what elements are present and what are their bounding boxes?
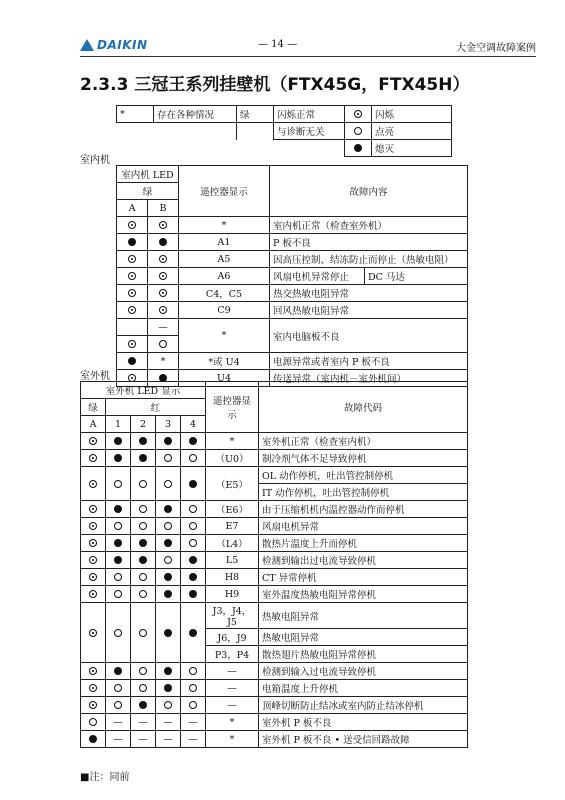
led-2	[131, 603, 156, 663]
lit-icon	[354, 127, 362, 135]
table-row	[81, 603, 468, 629]
led-4	[181, 569, 206, 586]
indoor-led-header: 室内机 LED	[117, 166, 179, 183]
remote-code: *	[206, 433, 259, 450]
led-a	[81, 680, 106, 697]
led-3	[156, 433, 181, 450]
fault-text: 风扇电机异常停止	[270, 268, 365, 285]
led-2	[131, 450, 156, 467]
led-a	[117, 217, 148, 234]
led-a	[81, 535, 106, 552]
legend-unrelated: 与诊断无关	[274, 123, 345, 140]
table-row	[81, 714, 468, 731]
led-a	[81, 467, 106, 501]
remote-code: H9	[206, 586, 259, 603]
lit-icon	[139, 480, 147, 488]
led-2	[131, 586, 156, 603]
led-4: —	[181, 731, 206, 748]
led-4	[181, 501, 206, 518]
led-3	[156, 697, 181, 714]
outdoor-col-a: A	[81, 416, 106, 433]
lit-icon	[139, 684, 147, 692]
off-icon	[189, 556, 197, 564]
indoor-col-b: B	[148, 200, 179, 217]
off-icon	[114, 437, 122, 445]
led-a	[117, 251, 148, 268]
off-icon	[354, 144, 362, 152]
led-a	[117, 319, 148, 336]
led-1	[106, 680, 131, 697]
led-b: *	[148, 353, 179, 370]
off-icon	[164, 667, 172, 675]
indoor-col-a: A	[117, 200, 148, 217]
led-a	[81, 433, 106, 450]
led-a	[81, 603, 106, 663]
legend-flash: 闪烁	[372, 106, 452, 123]
fault-text: 电箱温度上升停机	[259, 680, 468, 697]
lit-icon	[139, 573, 147, 581]
off-icon	[128, 238, 136, 246]
led-2	[131, 433, 156, 450]
fault-text: OL 动作停机，吐出管控制停机	[259, 467, 468, 484]
lit-icon	[164, 701, 172, 709]
led-3	[156, 450, 181, 467]
off-icon	[189, 480, 197, 488]
led-a	[117, 234, 148, 251]
fault-text: 风扇电机异常	[259, 518, 468, 535]
fault-note: DC 马达	[365, 268, 468, 285]
flash-icon	[128, 272, 136, 280]
remote-code: C9	[179, 302, 270, 319]
led-2	[131, 663, 156, 680]
lit-icon	[189, 539, 197, 547]
lit-icon	[159, 340, 167, 348]
table-row	[81, 680, 468, 697]
flash-icon	[159, 272, 167, 280]
led-1	[106, 569, 131, 586]
led-a	[81, 731, 106, 748]
led-b	[148, 251, 179, 268]
remote-code: J3，J4，J5	[206, 603, 259, 629]
fault-text: 热敏电阻异常	[259, 629, 468, 646]
table-row	[81, 663, 468, 680]
remote-code: *	[179, 319, 270, 353]
led-a	[117, 285, 148, 302]
off-icon	[128, 357, 136, 365]
table-row	[117, 217, 468, 234]
led-1	[106, 663, 131, 680]
fault-text: 电源异常或者室内 P 板不良	[270, 353, 468, 370]
table-row	[117, 302, 468, 319]
lit-icon	[114, 480, 122, 488]
legend-off-symbol	[345, 140, 372, 157]
off-icon	[189, 629, 197, 637]
fault-text: 室外机正常（检查室内机）	[259, 433, 468, 450]
lit-icon	[139, 590, 147, 598]
outdoor-col-4: 4	[181, 416, 206, 433]
fault-text: 散热翅片热敏电阻异常停机	[259, 646, 468, 663]
table-row	[81, 450, 468, 467]
lit-icon	[139, 629, 147, 637]
off-icon	[164, 573, 172, 581]
lit-icon	[114, 629, 122, 637]
note: ■注：同前	[80, 772, 130, 783]
flash-icon	[89, 437, 97, 445]
led-1: —	[106, 731, 131, 748]
lit-icon	[139, 505, 147, 513]
led-b	[148, 302, 179, 319]
lit-icon	[114, 590, 122, 598]
legend-star: *	[117, 106, 154, 123]
remote-code: *	[206, 714, 259, 731]
outdoor-col-1: 1	[106, 416, 131, 433]
off-icon	[164, 505, 172, 513]
legend-flash-symbol	[345, 106, 372, 123]
led-1	[106, 450, 131, 467]
fault-text: 热交热敏电阻异常	[270, 285, 468, 302]
fault-text: 顶峰切断防止结冰或室内防止结冰停机	[259, 697, 468, 714]
off-icon	[114, 505, 122, 513]
off-icon	[164, 684, 172, 692]
book-title: 大金空调故障案例	[456, 43, 536, 54]
legend-any-state: 存在各种情况	[154, 106, 237, 123]
off-icon	[139, 437, 147, 445]
led-2: —	[131, 714, 156, 731]
lit-icon	[189, 701, 197, 709]
led-a	[81, 450, 106, 467]
indoor-table	[116, 165, 468, 387]
led-2	[131, 467, 156, 501]
fault-text: 散热片温度上升而停机	[259, 535, 468, 552]
fault-text: 室外温度热敏电阻异常停机	[259, 586, 468, 603]
lit-icon	[189, 684, 197, 692]
outdoor-green-header: 绿	[81, 399, 106, 416]
led-a	[81, 518, 106, 535]
outdoor-red-header: 红	[106, 399, 206, 416]
remote-code: C4，C5	[179, 285, 270, 302]
led-a	[81, 586, 106, 603]
table-row	[81, 501, 468, 518]
remote-code: （E5）	[206, 467, 259, 501]
led-3	[156, 663, 181, 680]
led-a	[81, 714, 106, 731]
off-icon	[189, 437, 197, 445]
led-b	[148, 217, 179, 234]
led-2	[131, 535, 156, 552]
remote-code: （U0）	[206, 450, 259, 467]
remote-code: *	[179, 217, 270, 234]
led-4	[181, 680, 206, 697]
flash-icon	[89, 556, 97, 564]
led-1	[106, 603, 131, 663]
led-1	[106, 552, 131, 569]
led-4	[181, 518, 206, 535]
table-row	[81, 697, 468, 714]
off-icon	[139, 454, 147, 462]
fault-text: 室外机 P 板不良 • 送受信回路故障	[259, 731, 468, 748]
led-1	[106, 535, 131, 552]
table-row	[81, 569, 468, 586]
fault-text: P 板不良	[270, 234, 468, 251]
led-2	[131, 569, 156, 586]
led-1	[106, 467, 131, 501]
outdoor-fault-header: 故障代码	[259, 382, 468, 433]
off-icon	[159, 238, 167, 246]
remote-code: （E6）	[206, 501, 259, 518]
fault-text: 室内电脑板不良	[270, 319, 468, 353]
legend-lit-symbol	[345, 123, 372, 140]
lit-icon	[114, 684, 122, 692]
lit-icon	[189, 522, 197, 530]
remote-code: E7	[206, 518, 259, 535]
off-icon	[89, 735, 97, 743]
remote-code: *	[206, 731, 259, 748]
led-2: —	[131, 731, 156, 748]
led-4	[181, 663, 206, 680]
remote-code: U4	[179, 370, 270, 387]
fault-text: 室内机正常（检查室外机）	[270, 217, 468, 234]
off-icon	[164, 590, 172, 598]
led-b	[148, 234, 179, 251]
fault-text: 回风热敏电阻异常	[270, 302, 468, 319]
lit-icon	[114, 701, 122, 709]
led-3	[156, 586, 181, 603]
page-header	[80, 36, 536, 57]
remote-code: J6，J9	[206, 629, 259, 646]
led-a	[81, 663, 106, 680]
flash-icon	[89, 522, 97, 530]
led-b	[148, 268, 179, 285]
lit-icon	[164, 454, 172, 462]
remote-code: （L4）	[206, 535, 259, 552]
table-row	[117, 268, 468, 285]
led-2	[131, 552, 156, 569]
lit-icon	[164, 556, 172, 564]
remote-code: A5	[179, 251, 270, 268]
logo-text: DAIKIN	[97, 38, 148, 52]
led-4	[181, 535, 206, 552]
remote-code: H8	[206, 569, 259, 586]
flash-icon	[128, 340, 136, 348]
lit-icon	[189, 454, 197, 462]
indoor-label: 室内机	[80, 155, 110, 166]
remote-code: —	[206, 697, 259, 714]
flash-icon	[159, 255, 167, 263]
led-b	[148, 336, 179, 353]
lit-icon	[89, 718, 97, 726]
remote-code: A1	[179, 234, 270, 251]
flash-icon	[89, 629, 97, 637]
led-1	[106, 501, 131, 518]
led-4	[181, 552, 206, 569]
led-4	[181, 603, 206, 663]
outdoor-remote-header: 遥控器显示	[206, 382, 259, 433]
indoor-remote-header: 遥控器显示	[179, 166, 270, 217]
flash-icon	[159, 289, 167, 297]
led-a	[81, 552, 106, 569]
led-3	[156, 467, 181, 501]
led-3	[156, 569, 181, 586]
off-icon	[164, 437, 172, 445]
fault-text: 制冷剂气体不足导致停机	[259, 450, 468, 467]
table-row	[117, 353, 468, 370]
remote-code: L5	[206, 552, 259, 569]
flash-icon	[128, 221, 136, 229]
flash-icon	[128, 306, 136, 314]
off-icon	[114, 556, 122, 564]
led-4	[181, 697, 206, 714]
remote-code: A6	[179, 268, 270, 285]
led-3	[156, 518, 181, 535]
off-icon	[139, 701, 147, 709]
lit-icon	[189, 667, 197, 675]
fault-text: 传送异常（室内机－室外机间）	[270, 370, 468, 387]
led-1	[106, 518, 131, 535]
flash-icon	[89, 590, 97, 598]
off-icon	[189, 590, 197, 598]
indoor-green-header: 绿	[117, 183, 179, 200]
led-4	[181, 467, 206, 501]
led-3	[156, 535, 181, 552]
led-b: —	[148, 319, 179, 336]
daikin-logo	[80, 38, 148, 52]
led-2	[131, 697, 156, 714]
fault-text: 因高压控制、结冻防止而停止（热敏电阻）	[270, 251, 468, 268]
led-3: —	[156, 714, 181, 731]
led-a	[117, 268, 148, 285]
table-row	[81, 467, 468, 484]
lit-icon	[164, 480, 172, 488]
outdoor-table	[80, 381, 468, 748]
outdoor-col-2: 2	[131, 416, 156, 433]
flash-icon	[128, 289, 136, 297]
flash-icon	[89, 539, 97, 547]
flash-icon	[89, 667, 97, 675]
outdoor-led-header: 室外机 LED 显示	[81, 382, 206, 399]
table-row	[81, 552, 468, 569]
led-4: —	[181, 714, 206, 731]
flash-icon	[354, 110, 362, 118]
flash-icon	[159, 221, 167, 229]
led-a	[117, 353, 148, 370]
page-number: — 14 —	[258, 39, 298, 50]
remote-code: P3，P4	[206, 646, 259, 663]
led-3	[156, 603, 181, 663]
led-1	[106, 586, 131, 603]
led-a	[81, 569, 106, 586]
table-row	[81, 518, 468, 535]
led-a	[117, 302, 148, 319]
off-icon	[114, 539, 122, 547]
flash-icon	[89, 701, 97, 709]
flash-icon	[89, 454, 97, 462]
fault-text: 检测到输入过电流导致停机	[259, 663, 468, 680]
lit-icon	[114, 573, 122, 581]
fault-text: IT 动作停机，吐出管控制停机	[259, 484, 468, 501]
lit-icon	[114, 522, 122, 530]
fault-text: 检测到输出过电流导致停机	[259, 552, 468, 569]
table-row	[117, 285, 468, 302]
led-b	[148, 285, 179, 302]
led-3	[156, 501, 181, 518]
led-2	[131, 518, 156, 535]
remote-code: *或 U4	[179, 353, 270, 370]
lit-icon	[139, 667, 147, 675]
led-4	[181, 586, 206, 603]
legend-table	[116, 105, 452, 157]
led-2	[131, 680, 156, 697]
fault-text: 由于压缩机机内温控器动作而停机	[259, 501, 468, 518]
led-2	[131, 501, 156, 518]
led-3	[156, 680, 181, 697]
off-icon	[114, 667, 122, 675]
led-4	[181, 433, 206, 450]
led-a	[117, 336, 148, 353]
table-row	[117, 234, 468, 251]
table-row	[81, 535, 468, 552]
table-row	[117, 251, 468, 268]
table-row	[81, 586, 468, 603]
lit-icon	[189, 505, 197, 513]
legend-green: 绿	[237, 106, 274, 123]
remote-code: —	[206, 680, 259, 697]
off-icon	[139, 556, 147, 564]
outdoor-col-3: 3	[156, 416, 181, 433]
flash-icon	[89, 505, 97, 513]
led-1	[106, 697, 131, 714]
outdoor-label: 室外机	[80, 371, 110, 382]
legend-lit: 点亮	[372, 123, 452, 140]
led-4	[181, 450, 206, 467]
table-row	[81, 731, 468, 748]
daikin-triangle-icon	[80, 39, 94, 51]
lit-icon	[139, 522, 147, 530]
led-3: —	[156, 731, 181, 748]
lit-icon	[164, 522, 172, 530]
off-icon	[139, 539, 147, 547]
off-icon	[164, 539, 172, 547]
remote-code: —	[206, 663, 259, 680]
flash-icon	[89, 480, 97, 488]
led-a	[81, 697, 106, 714]
legend-off: 熄灭	[372, 140, 452, 157]
off-icon	[164, 629, 172, 637]
led-3	[156, 552, 181, 569]
flash-icon	[128, 255, 136, 263]
table-row	[81, 433, 468, 450]
flash-icon	[89, 573, 97, 581]
led-1: —	[106, 714, 131, 731]
fault-text: 室外机 P 板不良	[259, 714, 468, 731]
flash-icon	[89, 684, 97, 692]
led-a	[81, 501, 106, 518]
section-title: 2.3.3 三冠王系列挂壁机（FTX45G，FTX45H）	[80, 75, 470, 95]
fault-text: 热敏电阻异常	[259, 603, 468, 629]
led-1	[106, 433, 131, 450]
off-icon	[114, 454, 122, 462]
table-row	[117, 319, 468, 336]
legend-flash-normal: 闪烁正常	[274, 106, 345, 123]
fault-text: CT 异常停机	[259, 569, 468, 586]
indoor-fault-header: 故障内容	[270, 166, 468, 217]
flash-icon	[159, 306, 167, 314]
off-icon	[189, 573, 197, 581]
